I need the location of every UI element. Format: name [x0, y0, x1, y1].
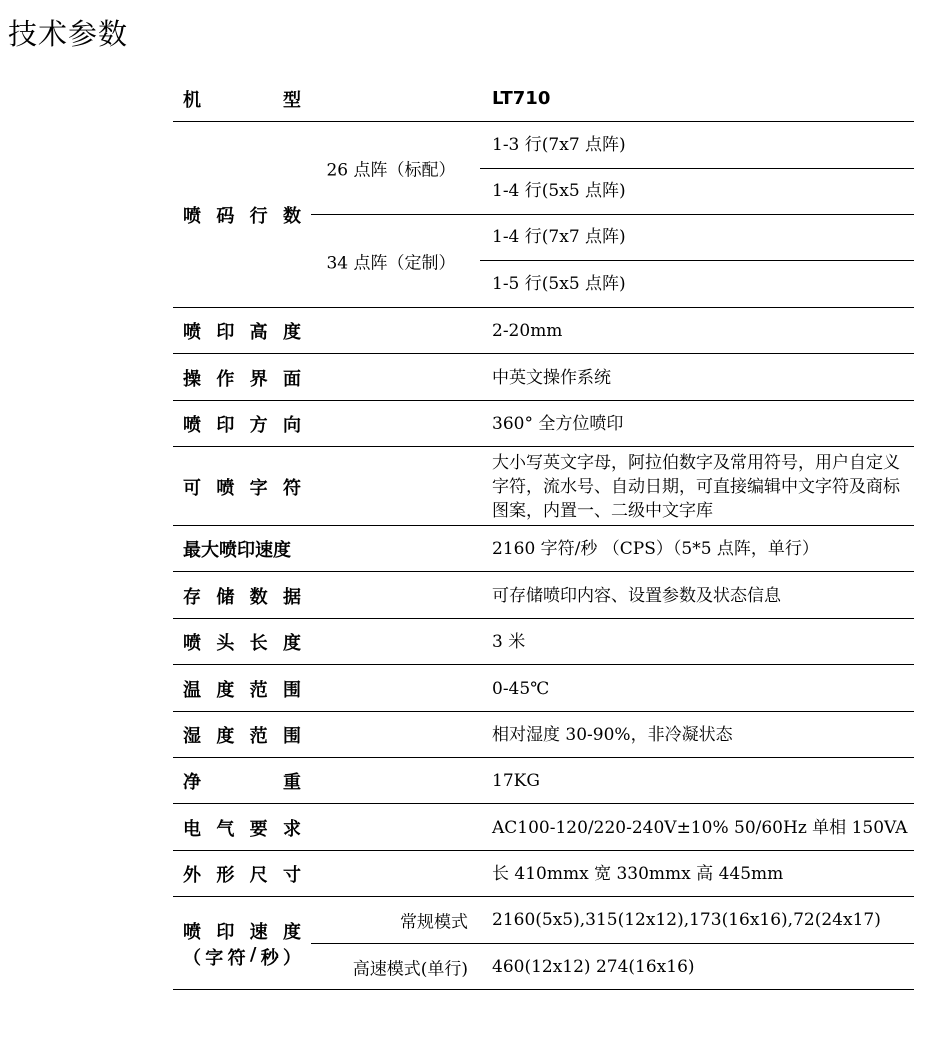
spec-label: 存 储 数 据 [183, 587, 301, 608]
spec-label: 喷 头 长 度 [183, 633, 301, 654]
spec-value: 2160 字符/秒 （CPS）（5*5 点阵，单行） [492, 539, 819, 559]
print-lines-label: 喷 码 行 数 [183, 206, 301, 227]
spec-value: 大小写英文字母，阿拉伯数字及常用符号，用户自定义字符，流水号、自动日期，可直接编辑中文字符及商标图案，内置一、二级中文字库 [492, 453, 900, 521]
spec-label: 外 形 尺 寸 [183, 865, 301, 886]
divider [173, 353, 914, 354]
divider [311, 943, 914, 944]
divider [173, 850, 914, 851]
spec-value: AC100-120/220-240V±10% 50/60Hz 单相 150VA [492, 818, 908, 838]
spec-value: 相对湿度 30-90%，非冷凝状态 [492, 725, 733, 745]
divider [173, 121, 914, 122]
spec-value: 360° 全方位喷印 [492, 414, 624, 434]
spec-value: 3 米 [492, 632, 526, 652]
high-speed-mode-label: 高速模式(单行) [352, 959, 468, 980]
print-lines-value: 1-5 行(5x5 点阵) [492, 274, 626, 294]
page-title: 技术参数 [8, 17, 129, 51]
model-value: LT710 [492, 88, 551, 109]
spec-value: 中英文操作系统 [492, 368, 611, 388]
spec-label: 最大喷印速度 [183, 540, 291, 561]
spec-value: 17KG [492, 771, 540, 791]
divider [480, 168, 914, 169]
divider [173, 307, 914, 308]
print-lines-value: 1-4 行(5x5 点阵) [492, 181, 626, 201]
model-label: 机 型 [183, 90, 301, 111]
spec-value: 长 410mmx 宽 330mmx 高 445mm [492, 864, 784, 884]
divider [173, 896, 914, 897]
spec-label: 操 作 界 面 [183, 369, 301, 390]
spec-value: 2-20mm [492, 321, 563, 341]
divider [173, 803, 914, 804]
spec-label: 湿 度 范 围 [183, 726, 301, 747]
normal-mode-value: 2160(5x5),315(12x12),173(16x16),72(24x17) [492, 910, 881, 930]
spec-label: 喷 印 方 向 [183, 415, 301, 436]
spec-value: 可存储喷印内容、设置参数及状态信息 [492, 586, 781, 606]
divider [173, 757, 914, 758]
divider [173, 571, 914, 572]
divider [311, 214, 914, 215]
high-speed-mode-value: 460(12x12) 274(16x16) [492, 957, 695, 977]
dot-matrix-26-label: 26 点阵（标配） [326, 160, 456, 181]
divider [173, 400, 914, 401]
print-lines-value: 1-4 行(7x7 点阵) [492, 227, 626, 247]
divider [173, 711, 914, 712]
divider [173, 446, 914, 447]
spec-label: 温 度 范 围 [183, 680, 301, 701]
spec-label: 电 气 要 求 [183, 819, 301, 840]
spec-label: 净 重 [183, 772, 301, 793]
print-lines-value: 1-3 行(7x7 点阵) [492, 135, 626, 155]
divider [173, 618, 914, 619]
divider [173, 525, 914, 526]
spec-table [173, 0, 914, 1042]
spec-label: 可 喷 字 符 [183, 478, 301, 499]
normal-mode-label: 常规模式 [400, 912, 468, 933]
divider [173, 664, 914, 665]
print-speed-label: 喷 印 速 度 （ 字 符 / 秒 ） [183, 922, 301, 969]
divider [173, 989, 914, 990]
spec-label: 喷 印 高 度 [183, 322, 301, 343]
divider [480, 260, 914, 261]
spec-value: 0-45℃ [492, 679, 550, 699]
dot-matrix-34-label: 34 点阵（定制） [326, 253, 456, 274]
